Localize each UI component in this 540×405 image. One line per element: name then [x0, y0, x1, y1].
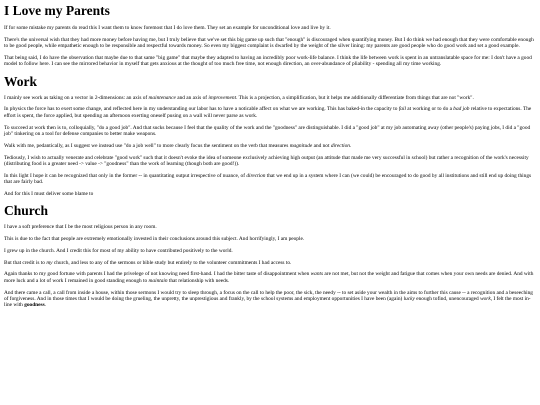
emphasis-improvement: improvement	[208, 94, 237, 101]
text-run: Walk with me, pedantically, as I suggest we instead use "do a job well" to more clearly focus the sentiment on the verb that measures	[4, 142, 290, 149]
work-paragraph-3: To succeed at work then is to, colloquially, "do a good job". And that sucks because I feel that the quality of the work and the "goodness" are distinguishable. I did a "good job" at my job automating away (other people's) paying jobs, I did a "good job" tinkering on a tool for defense companies to better make weapons.	[4, 124, 531, 137]
text-run: I mainly see work as taking on a vector in 2-dimensions: an axis of	[4, 94, 149, 101]
emphasis-maintain: maintain	[148, 277, 168, 284]
section-heading-church: Church	[4, 203, 49, 219]
work-paragraph-6	[4, 173, 536, 186]
text-run: Again thanks to my good fortune with parents I had the privelege of not knowing need first-hand. I had the bitter taste of disappointment when	[4, 271, 311, 278]
text-run: church, and less to any of the sermons or bible study but entirely to the volunteer commitments I had access to.	[52, 259, 292, 266]
church-paragraph-6	[4, 290, 536, 309]
text-run: In this light I hope it can be recognized that only in the former -- in quantitating output irrespective of nuance, of	[4, 172, 247, 179]
emphasis-magnitude: magnitude	[289, 142, 313, 149]
work-paragraph-5: Tediously, I wish to actually venerate and celebrate "good work" such that it doesn't evoke the idea of someone exclusively achieving high output (an attitude that made me very successful in school) but rather a recognition of the work's necessity (distributing food is a greater need -> value -> "goodness" than the work of learning (though both are good!)).	[4, 154, 529, 167]
work-paragraph-1	[4, 95, 536, 101]
section-heading-work: Work	[4, 73, 38, 89]
text-run: and an axis of	[175, 94, 209, 101]
church-paragraph-5	[4, 271, 536, 284]
text-run: .	[44, 302, 47, 309]
emphasis-work: work	[480, 295, 491, 302]
work-paragraph-2	[4, 106, 536, 119]
intro-paragraph-3: That being said, I do have the observation that maybe due to that same "big game" that maybe they adapted to having an incredibly poor work-life balance. I think the life between work is spent in an untranslatable space for me: I don't have a good model to follow here. I can see the mirrored behavior in myself that gets anxious at the thought of too much free time, not enough direction, an over-abundance of pliability - spending all my time working.	[4, 54, 532, 68]
emphasis-lucky: lucky	[403, 295, 415, 302]
emphasis-maintenance: maintenance	[148, 94, 176, 101]
text-run: , I felt the most in-line with	[4, 295, 531, 309]
text-run: .	[349, 142, 352, 149]
emphasis-bad-job: bad job	[453, 106, 470, 113]
emphasis-direction: direction	[330, 142, 350, 149]
church-paragraph-2: This is due to the fact that people are extremely emotionally invested in their conclusions around this subject. And horrifyingly, I am people.	[4, 235, 305, 242]
emphasis-my: my	[46, 259, 53, 266]
intro-paragraph-1: If for some mistake my parents do read this I want them to know foremost that I do love them. They set an example for unconditional love and live by it.	[4, 24, 331, 31]
text-run: enough tofind, unencouraged	[414, 295, 481, 302]
text-run: are not met, but not the weight and fatigue that comes when your own needs are denied. And with more luck and a lot of work I remained in good standing enough to	[4, 271, 534, 284]
text-run: But that credit is to	[4, 259, 47, 266]
page-title: I Love my Parents	[4, 3, 110, 18]
intro-paragraph-2: There's the universal wish that they had more money before having me, but I truly believe that we've set this big game up such that "enough" is discouraged when quantifying money. But I do think we had enough that they were comfortable enough to be good people, while empathetic enough to be responsible and respectful towards money. So even my biggest complaint is dwarfed by the weight of the silver lining: my parents are good people who do good work and set a good example.	[4, 36, 534, 50]
church-paragraph-4	[4, 260, 536, 266]
church-paragraph-1: I have a soft preference that I be the most religious person in any room.	[4, 224, 157, 231]
strong-goodness: goodness	[24, 302, 45, 309]
work-paragraph-7: And for this I must deliver some blame to	[4, 190, 94, 197]
emphasis-wants: wants	[310, 271, 324, 278]
text-run: and not	[312, 142, 331, 149]
text-run: that relationship with needs.	[167, 277, 230, 284]
emphasis-direction: direction	[246, 172, 266, 179]
work-paragraph-4	[4, 143, 536, 149]
text-run: . This is a projection, a simplification, but it helps me additionally differentiate from things that are not "work".	[236, 94, 474, 101]
text-run: relative to expectations. The effort is spent, the force applied, but spending an afternoon exerting oneself pusing on a wall will never parse as work.	[4, 106, 532, 119]
text-run: at working or to do a	[405, 106, 454, 113]
text-run: And there came a call, a call from inside a house, within those sermons I would try to sleep through, a focus on the call to help the poor, the sick, the needy -- to set aside your wealth in the aims to further this cause -- a recognition and a beseeching of forgiveness. And in those times that I would be doing the grueling, the unpretty, the unprestigious and frankly, by the school systems and employment opportunities I have been (again)	[4, 289, 533, 302]
church-paragraph-3: I grew up in the church. And I credit this for most of my ability to have contributed positively to the world.	[4, 247, 233, 254]
text-run: that we end up in a system where I can (we could) be encouraged to do good by all institutions and still end up doing things that are fairly bad.	[4, 172, 532, 186]
emphasis-fail: fail	[398, 106, 406, 113]
text-run: In physics the force has to exert some change, and reflected here in my understanding our labor has to have a noticable affect on what we are working. This has baked-in the capacity to	[4, 106, 399, 113]
